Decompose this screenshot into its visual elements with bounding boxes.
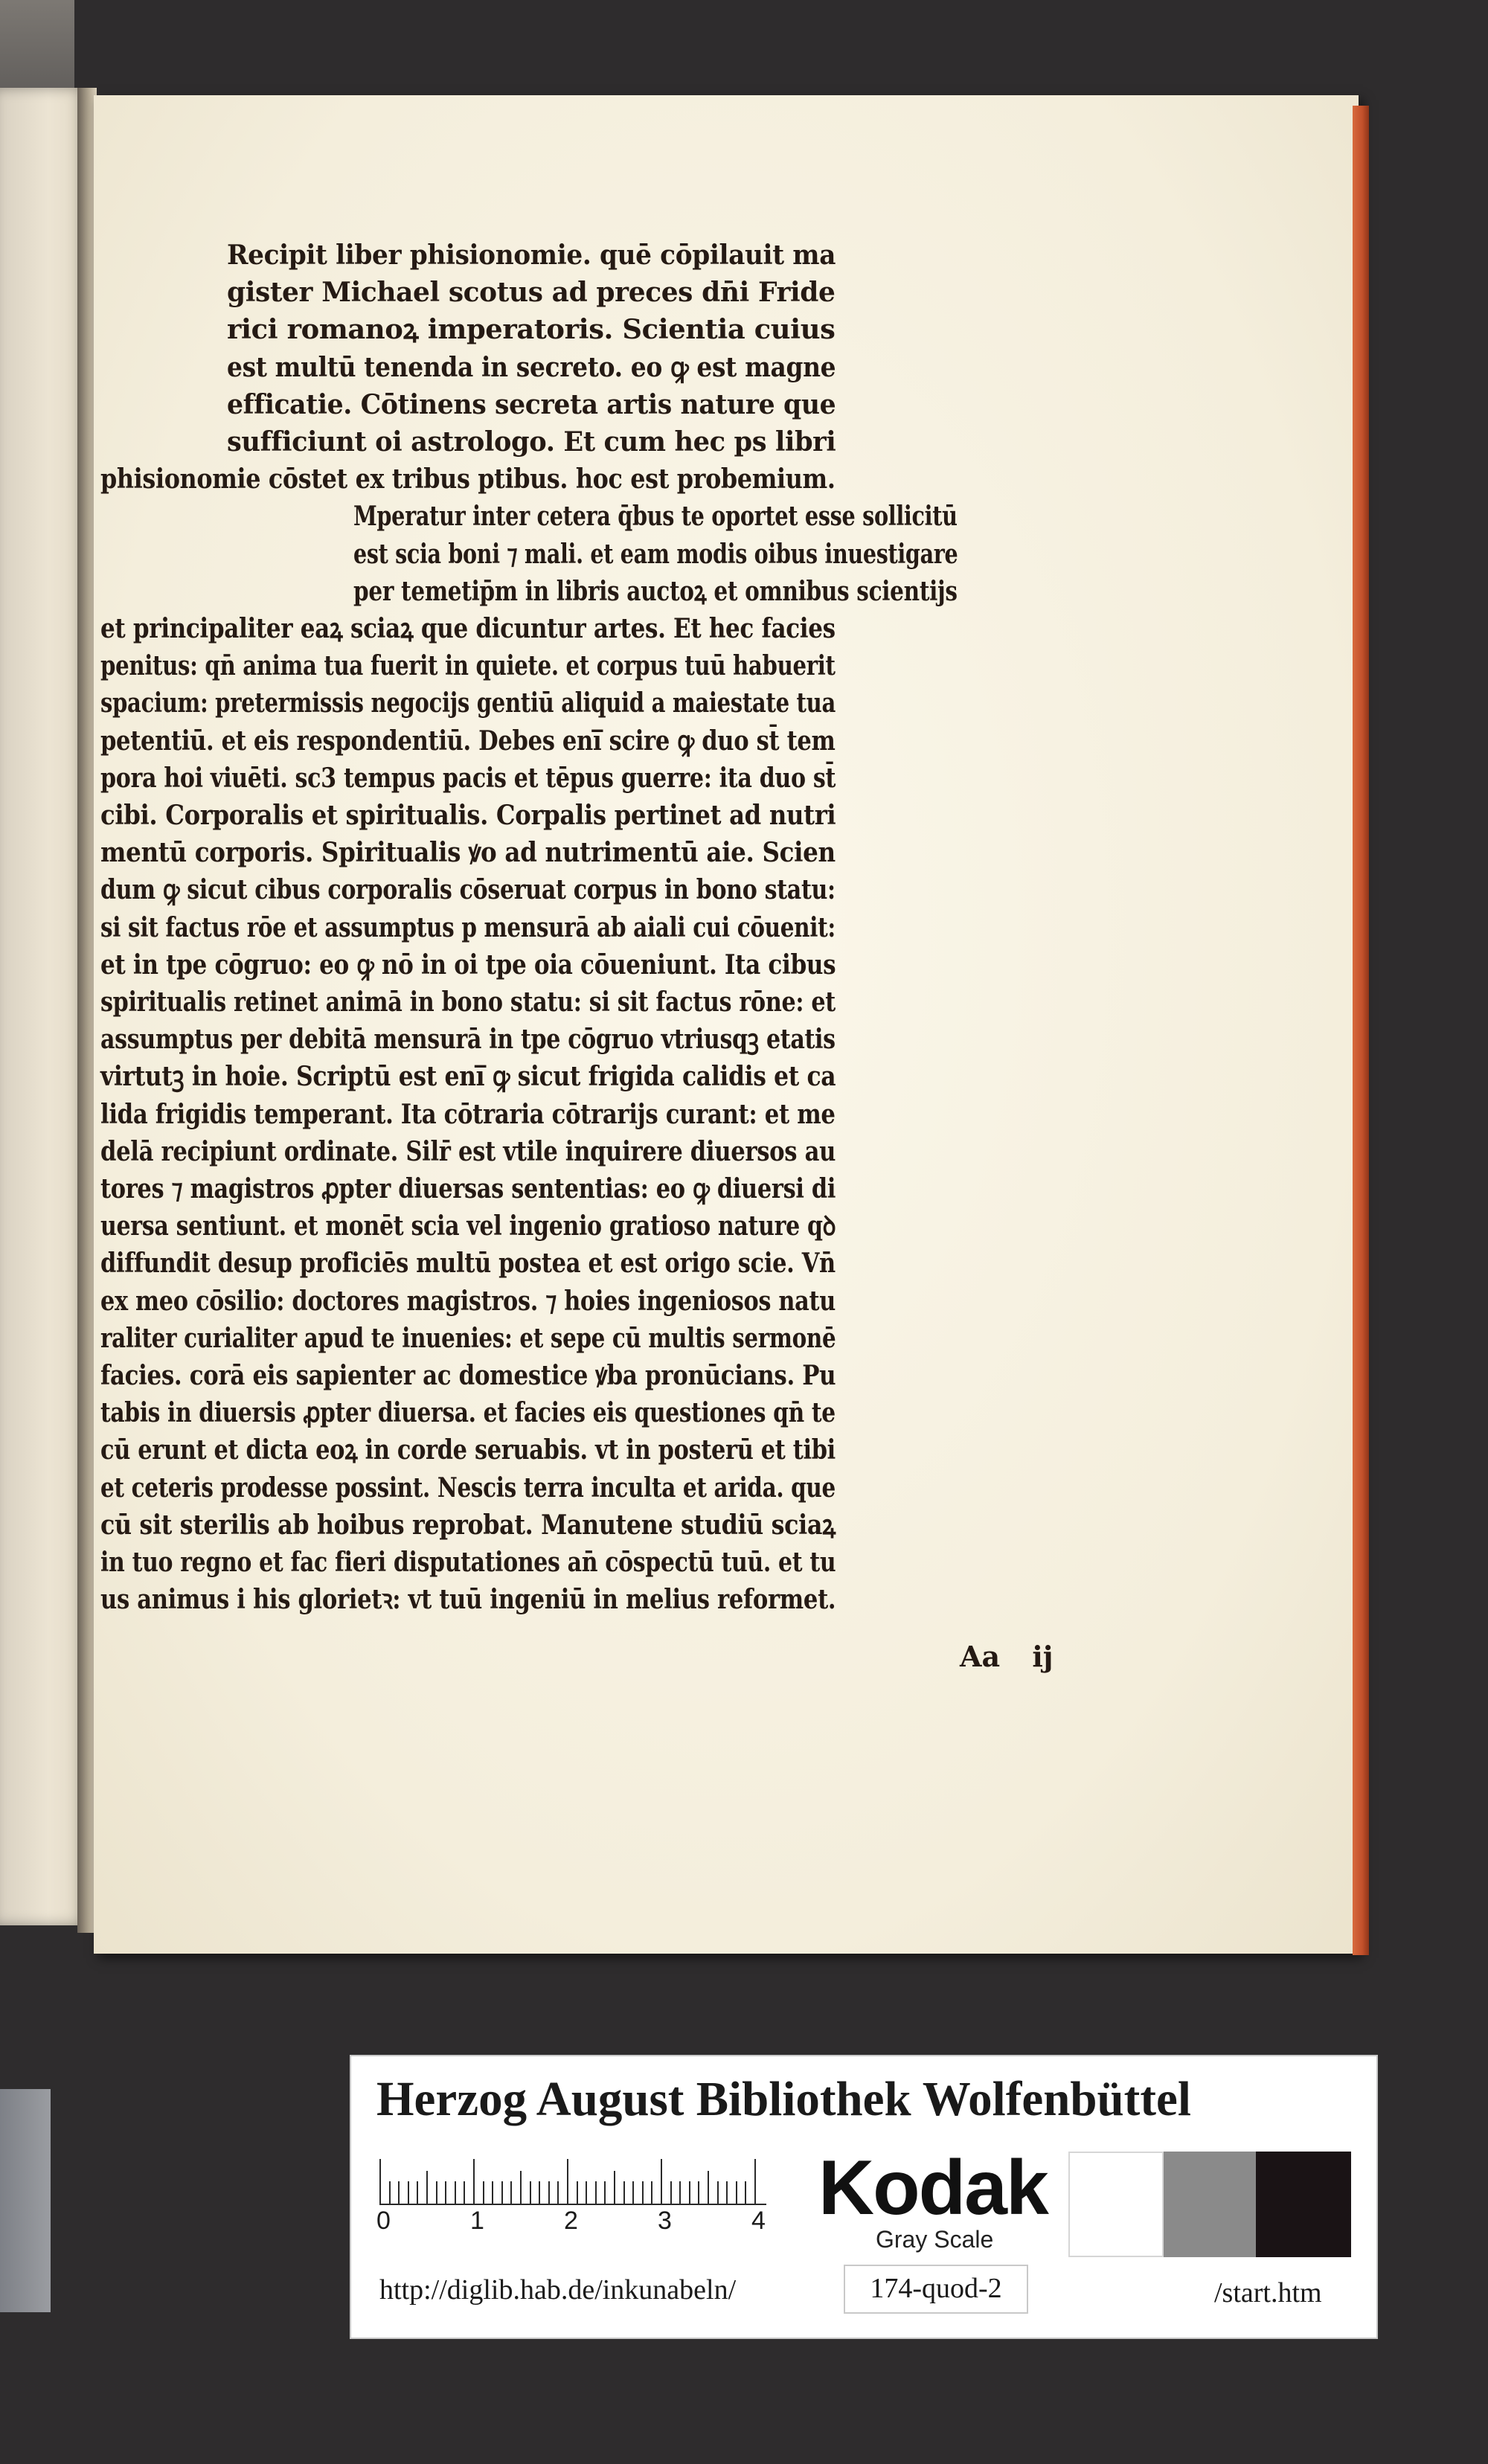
text-line: us animus i his glorietꝛ: vt tuū ingeniū in melius reformet. [100, 1584, 836, 1616]
ruler-tick [483, 2181, 484, 2204]
ruler-tick [417, 2181, 418, 2204]
ruler-tick [501, 2181, 503, 2204]
previous-page-top [0, 0, 74, 88]
text-line: diffundit desup proficiēs multū postea et est origo scie. Vn̄ [100, 1248, 836, 1280]
text-line: sufficiunt oi astrologo. Et cum hec ps libri [227, 426, 836, 458]
ruler-tick [726, 2181, 728, 2204]
text-line: et principaliter eaꝝ sciaꝝ que dicuntur artes. Et hec facies [100, 613, 836, 644]
url-prefix: http://diglib.hab.de/inkunabeln/ [379, 2274, 737, 2306]
ruler-tick [379, 2159, 381, 2204]
text-line: ex meo cōsilio: doctores magistros. ⁊ hoies ingeniosos natu [100, 1285, 836, 1317]
text-line: est scia boni ⁊ mali. et eam modis oibus inuestigare [353, 538, 958, 570]
page-edge [1353, 106, 1369, 1955]
ruler-tick [464, 2181, 465, 2204]
text-line: spacium: pretermissis negocijs gentiū aliquid a maiestate tua [100, 687, 836, 719]
ruler-tick [604, 2181, 606, 2204]
text-line: si sit factus rōe et assumptus p mensurā ab aiali cui cōuenit: [100, 911, 836, 943]
ruler-tick [426, 2171, 428, 2204]
ruler-tick [689, 2181, 690, 2204]
shelfmark: 174-quod-2 [844, 2265, 1028, 2314]
text-line: cū sit sterilis ab hoibus reprobat. Manutene studiū sciaꝝ [100, 1509, 836, 1541]
ruler-tick [539, 2181, 540, 2204]
ruler-tick [557, 2181, 559, 2204]
ruler-number: 3 [658, 2207, 672, 2235]
measurement-ruler [379, 2153, 766, 2205]
ruler-number: 4 [751, 2207, 766, 2235]
ruler-tick [736, 2181, 737, 2204]
ruler-tick [389, 2181, 391, 2204]
ruler-tick [708, 2171, 709, 2204]
text-line: rici romanoꝝ imperatoris. Scientia cuius [227, 314, 836, 346]
url-suffix: /start.htm [1214, 2277, 1322, 2309]
white-swatch [1068, 2152, 1164, 2257]
ruler-tick [586, 2181, 587, 2204]
text-line: pora hoi viuēti. sc3 tempus pacis et tēpus guerre: ita duo st̄ [100, 762, 836, 794]
text-line: facies. corā eis sapienter ac domestice ꝟba pronūcians. Pu [100, 1360, 836, 1391]
ruler-tick [548, 2181, 550, 2204]
ruler-tick [408, 2181, 409, 2204]
ruler-tick [717, 2181, 719, 2204]
library-label-card [350, 2055, 1378, 2339]
gray-scale-label: Gray Scale [876, 2226, 994, 2253]
ruler-tick [679, 2181, 681, 2204]
ruler-tick [520, 2171, 522, 2204]
text-line: Recipit liber phisionomie. quē cōpilauit ma [227, 240, 836, 271]
text-line: et ceteris prodesse possint. Nescis terra inculta et arida. que [100, 1472, 836, 1504]
ruler-tick [651, 2181, 652, 2204]
ruler-tick [661, 2159, 662, 2204]
text-line: gister Michael scotus ad preces dn̄i Fride [227, 277, 836, 309]
text-line: uersa sentiunt. et monēt scia vel ingenio gratioso nature qꝺ [100, 1210, 836, 1242]
ruler-tick [745, 2181, 746, 2204]
black-swatch [1256, 2152, 1351, 2257]
ruler-tick [670, 2181, 672, 2204]
text-line: dum ꝙ sicut cibus corporalis cōseruat corpus in bono statu: [100, 874, 836, 906]
gray-swatch [1164, 2152, 1256, 2257]
text-line: tores ⁊ magistros ꝓpter diuersas sententias: eo ꝙ diuersi di [100, 1173, 836, 1204]
text-line: tabis in diuersis ꝓpter diuersa. et facies eis questiones qn̄ te [100, 1397, 836, 1429]
text-line: lida frigidis temperant. Ita cōtraria cōtrarijs curant: et me [100, 1098, 836, 1130]
text-line: raliter curialiter apud te inuenies: et sepe cū multis sermonē [100, 1322, 836, 1354]
ruler-tick [614, 2171, 615, 2204]
ruler-tick [445, 2181, 446, 2204]
text-line: delā recipiunt ordinate. Silr̄ est vtile inquirere diuersos au [100, 1135, 836, 1167]
previous-page [0, 88, 88, 1925]
text-line: cū erunt et dicta eoꝝ in corde seruabis. vt in posterū et tibi [100, 1434, 836, 1466]
library-name: Herzog August Bibliothek Wolfenbüttel [376, 2072, 1191, 2126]
ruler-number: 0 [376, 2207, 391, 2235]
ruler-tick [510, 2181, 512, 2204]
text-line: penitus: qn̄ anima tua fuerit in quiete. et corpus tuū habuerit [100, 650, 836, 682]
ruler-tick [436, 2181, 437, 2204]
text-line: virtutꝫ in hoie. Scriptū est eni̅ ꝙ sicut frigida calidis et ca [100, 1061, 836, 1093]
ruler-tick [567, 2159, 568, 2204]
text-line: mentū corporis. Spiritualis ꝟo ad nutrimentū aie. Scien [100, 837, 836, 869]
text-line: per temetip̄m in libris auctoꝝ et omnibus scientijs [353, 575, 958, 607]
kodak-logo: Kodak [818, 2145, 1048, 2231]
text-line: spiritualis retinet animā in bono statu: si sit factus rōne: et [100, 986, 836, 1018]
text-line: in tuo regno et fac fieri disputationes an̄ cōspectū tuū. et tu [100, 1547, 836, 1578]
ruler-tick [455, 2181, 456, 2204]
ruler-tick [623, 2181, 625, 2204]
text-line: est multū tenenda in secreto. eo ꝙ est magne [227, 351, 836, 383]
ruler-tick [398, 2181, 400, 2204]
ruler-tick [577, 2181, 578, 2204]
ruler-tick [492, 2181, 493, 2204]
signature-mark: Aa ij [960, 1640, 1054, 1673]
ruler-tick [754, 2159, 756, 2204]
text-line: assumptus per debitā mensurā in tpe cōgruo vtriusqꝫ etatis [100, 1024, 836, 1056]
text-line: et in tpe cōgruo: eo ꝙ nō in oi tpe oia cōueniunt. Ita cibus [100, 949, 836, 981]
text-line: petentiū. et eis respondentiū. Debes eni̅ scire ꝙ duo st̄ tem [100, 725, 836, 757]
ruler-tick [595, 2181, 597, 2204]
ruler-tick [698, 2181, 699, 2204]
ruler-tick [642, 2181, 644, 2204]
ruler-number: 1 [470, 2207, 484, 2235]
ruler-tick [632, 2181, 634, 2204]
ruler-tick [530, 2181, 531, 2204]
text-line: Mperatur inter cetera q̄bus te oportet esse sollicitū [353, 501, 958, 533]
text-line: phisionomie cōstet ex tribus ptibus. hoc est probemium. [100, 463, 836, 495]
ruler-tick [473, 2159, 475, 2204]
ruler-number: 2 [564, 2207, 578, 2235]
adjacent-label-fragment [0, 2089, 51, 2312]
text-line: cibi. Corporalis et spiritualis. Corpalis pertinet ad nutri [100, 800, 836, 831]
text-line: efficatie. Cōtinens secreta artis nature que [227, 388, 836, 420]
